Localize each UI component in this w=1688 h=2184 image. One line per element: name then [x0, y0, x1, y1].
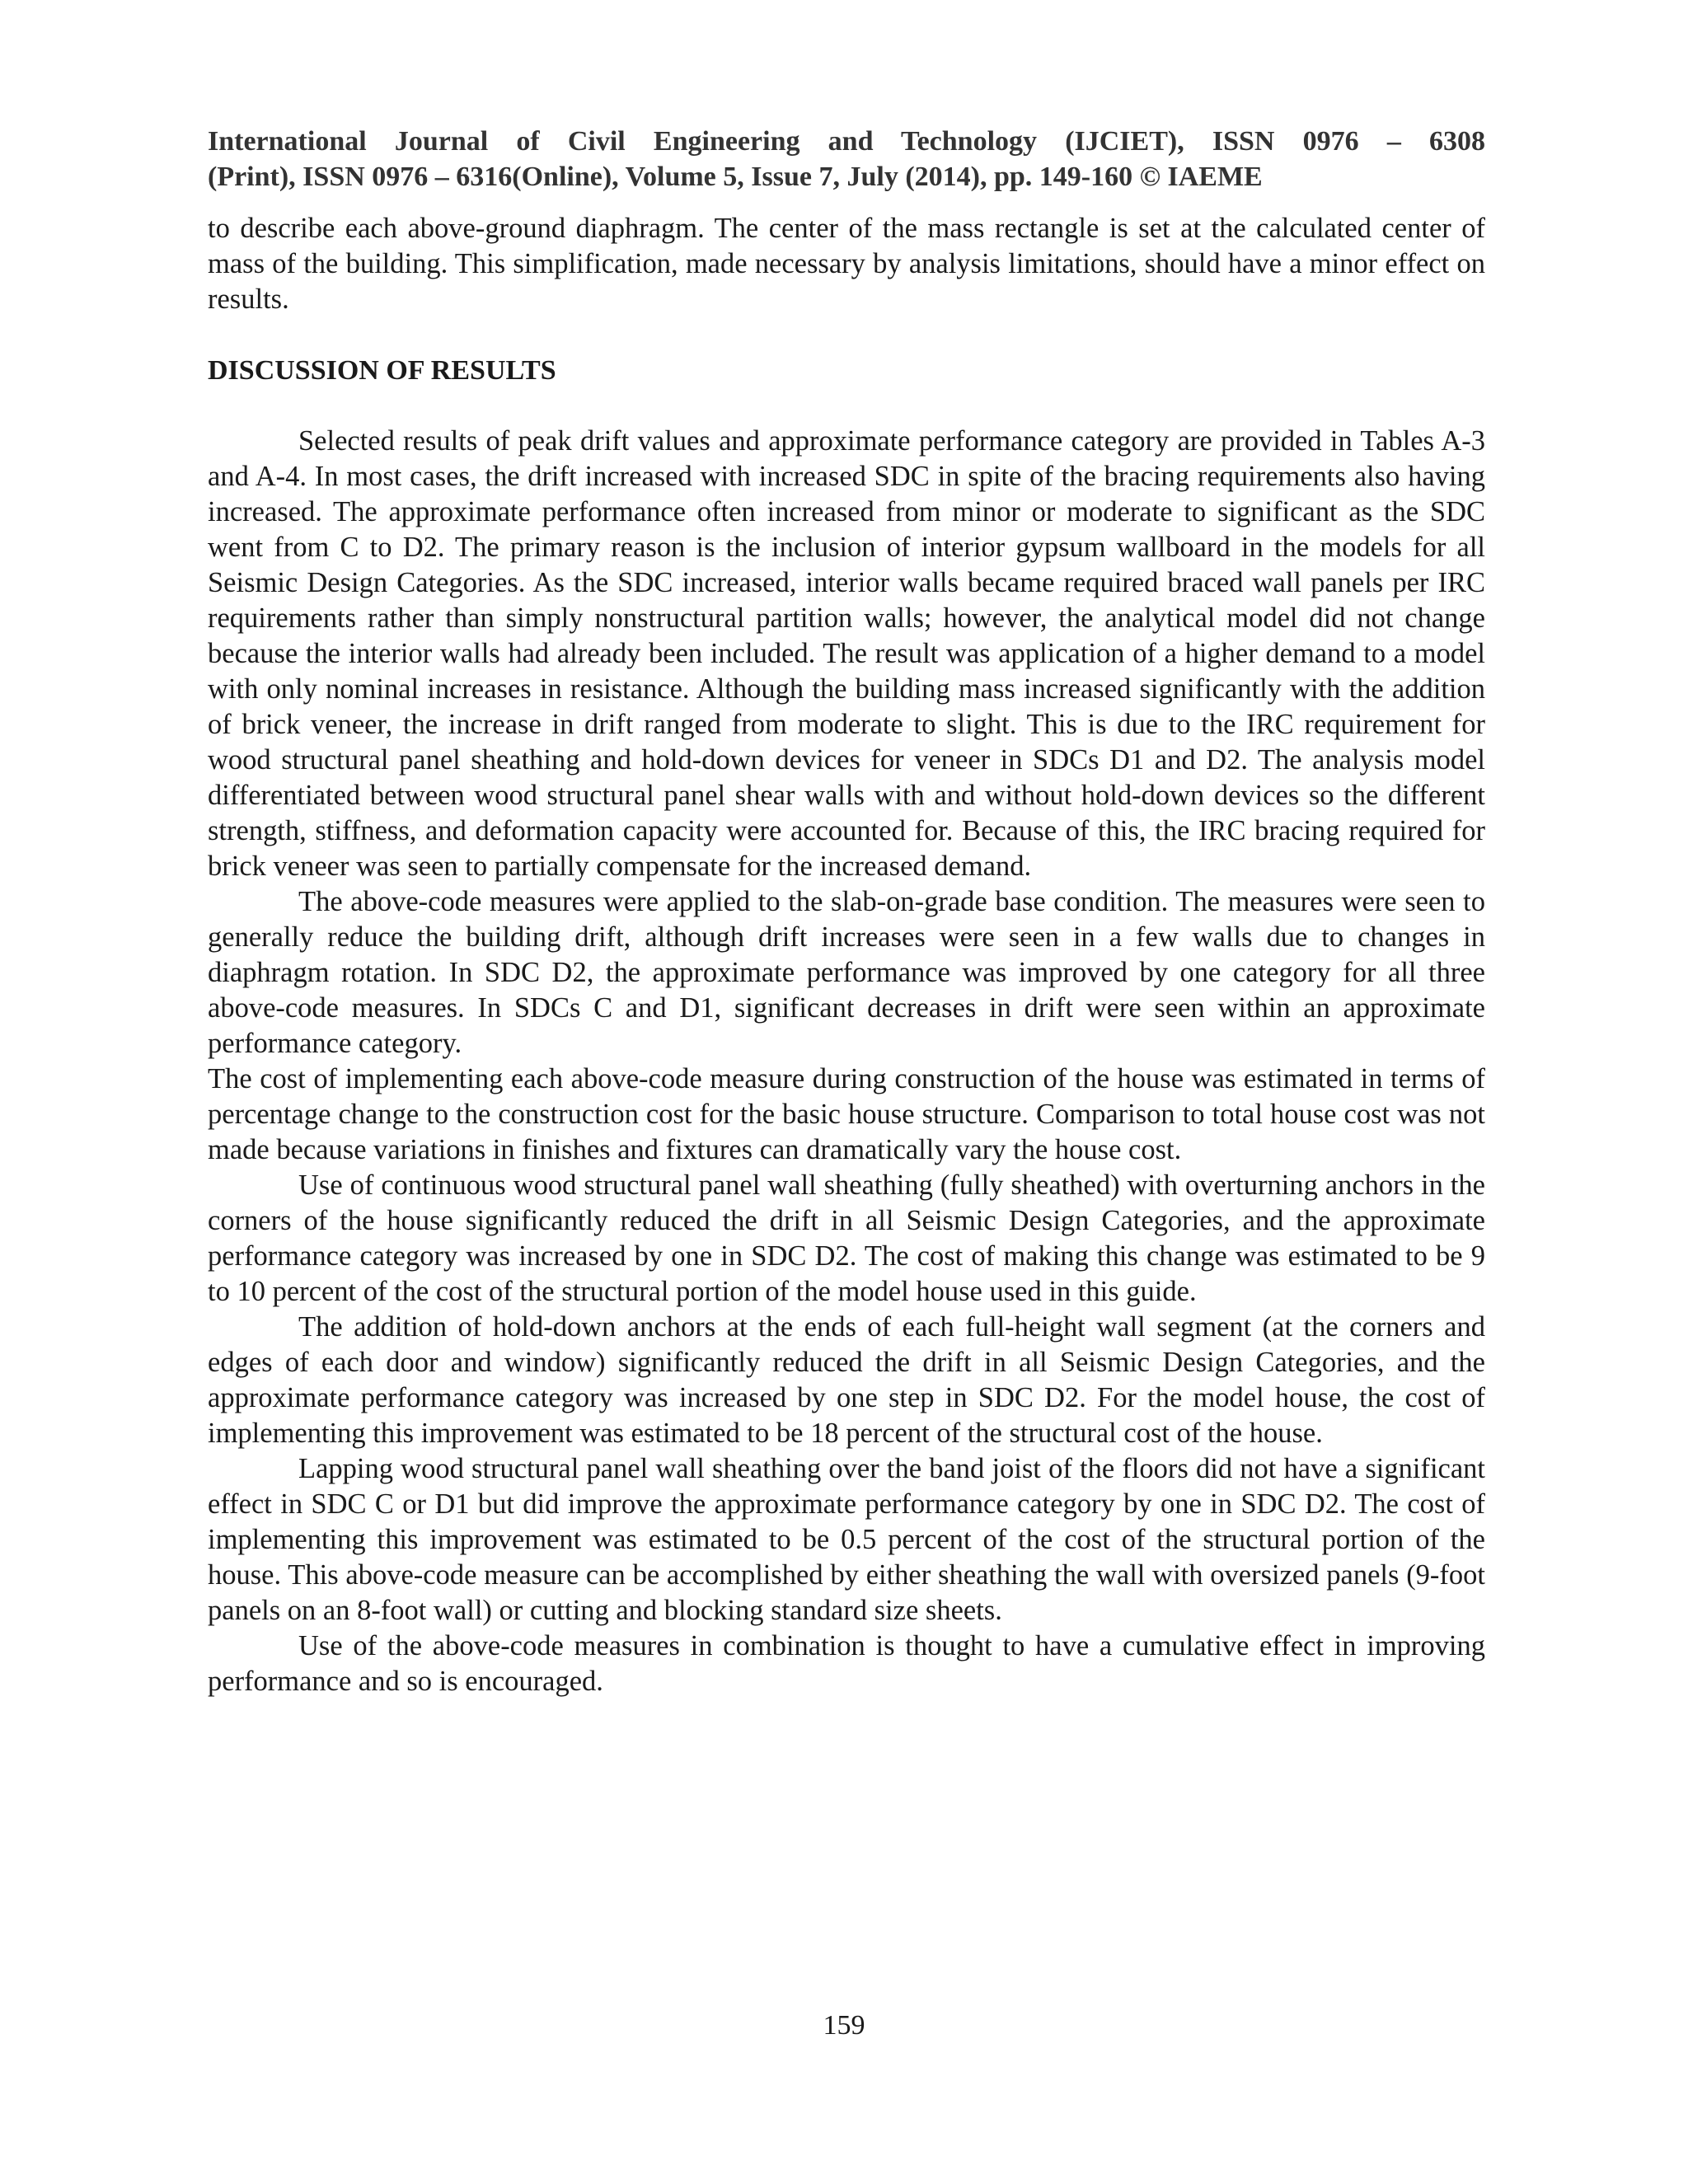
paragraph-hold-down-anchors: The addition of hold-down anchors at the ends of each full-height wall segment (at the corners and edges of each door and window) significantly reduced the drift in all Seismic Design Categories, and the approximate performance category was increased by one step in SDC D2. For the model house, the cost of implementing this improvement was estimated to be 18 percent of the structural cost of the house. [208, 1311, 1485, 1449]
journal-header [208, 124, 1485, 194]
paragraph-lapping-sheathing: Lapping wood structural panel wall sheathing over the band joist of the floors did not have a significant effect in SDC C or D1 but did improve the approximate performance category by one in SDC D2. The cost of implementing this improvement was estimated to be 0.5 percent of the cost of the structural portion of the house. This above-code measure can be accomplished by either sheathing the wall with oversized panels (9-foot panels on an 8-foot wall) or cutting and blocking standard size sheets. [208, 1453, 1485, 1626]
paragraph-cost: The cost of implementing each above-code measure during construction of the house was estimated in terms of percentage change to the construction cost for the basic house structure. Comparison to total house cost was not made because variations in finishes and fixtures can dramatically vary the house cost. [208, 1063, 1485, 1165]
paragraph-above-code: The above-code measures were applied to the slab-on-grade base condition. The measures were seen to generally reduce the building drift, although drift increases were seen in a few walls due to changes in diaphragm rotation. In SDC D2, the approximate performance was improved by one category for all three above-code measures. In SDCs C and D1, significant decreases in drift were seen within an approximate performance category. [208, 886, 1485, 1059]
section-heading: DISCUSSION OF RESULTS [208, 355, 556, 386]
paragraph-results: Selected results of peak drift values and approximate performance category are provided in Tables A-3 and A-4. In most cases, the drift increased with increased SDC in spite of the bracing requirements also having increased. The approximate performance often increased from minor or moderate to significant as the SDC went from C to D2. The primary reason is the inclusion of interior gypsum wallboard in the models for all Seismic Design Categories. As the SDC increased, interior walls became required braced wall panels per IRC requirements rather than simply nonstructural partition walls; however, the analytical model did not change because the interior walls had already been included. The result was application of a higher demand to a model with only nominal increases in resistance. Although the building mass increased significantly with the addition of brick veneer, the increase in drift ranged from moderate to slight. This is due to the IRC requirement for wood structural panel sheathing and hold-down devices for veneer in SDCs D1 and D2. The analysis model differentiated between wood structural panel shear walls with and without hold-down devices so the different strength, stiffness, and deformation capacity were accounted for. Because of this, the IRC bracing required for brick veneer was seen to partially compensate for the increased demand. [208, 425, 1485, 882]
journal-header-line-2: (Print), ISSN 0976 – 6316(Online), Volume 5, Issue 7, July (2014), pp. 149-160 © IAEME [208, 162, 1263, 192]
paragraph-combination: Use of the above-code measures in combination is thought to have a cumulative effect in improving performance and so is encouraged. [208, 1630, 1485, 1697]
page-content [208, 124, 1485, 1699]
journal-header-line-1: International Journal of Civil Engineering and Technology (IJCIET), ISSN 0976 – 6308 [208, 126, 1485, 157]
page-number: 159 [823, 2010, 865, 2041]
intro-paragraph: to describe each above-ground diaphragm. The center of the mass rectangle is set at the calculated center of mass of the building. This simplification, made necessary by analysis limitations, should have a minor effect on results. [208, 213, 1485, 315]
paragraph-continuous-sheathing: Use of continuous wood structural panel wall sheathing (fully sheathed) with overturning anchors in the corners of the house significantly reduced the drift in all Seismic Design Categories, and the approximate performance category was increased by one in SDC D2. The cost of making this change was estimated to be 9 to 10 percent of the cost of the structural portion of the model house used in this guide. [208, 1169, 1485, 1307]
